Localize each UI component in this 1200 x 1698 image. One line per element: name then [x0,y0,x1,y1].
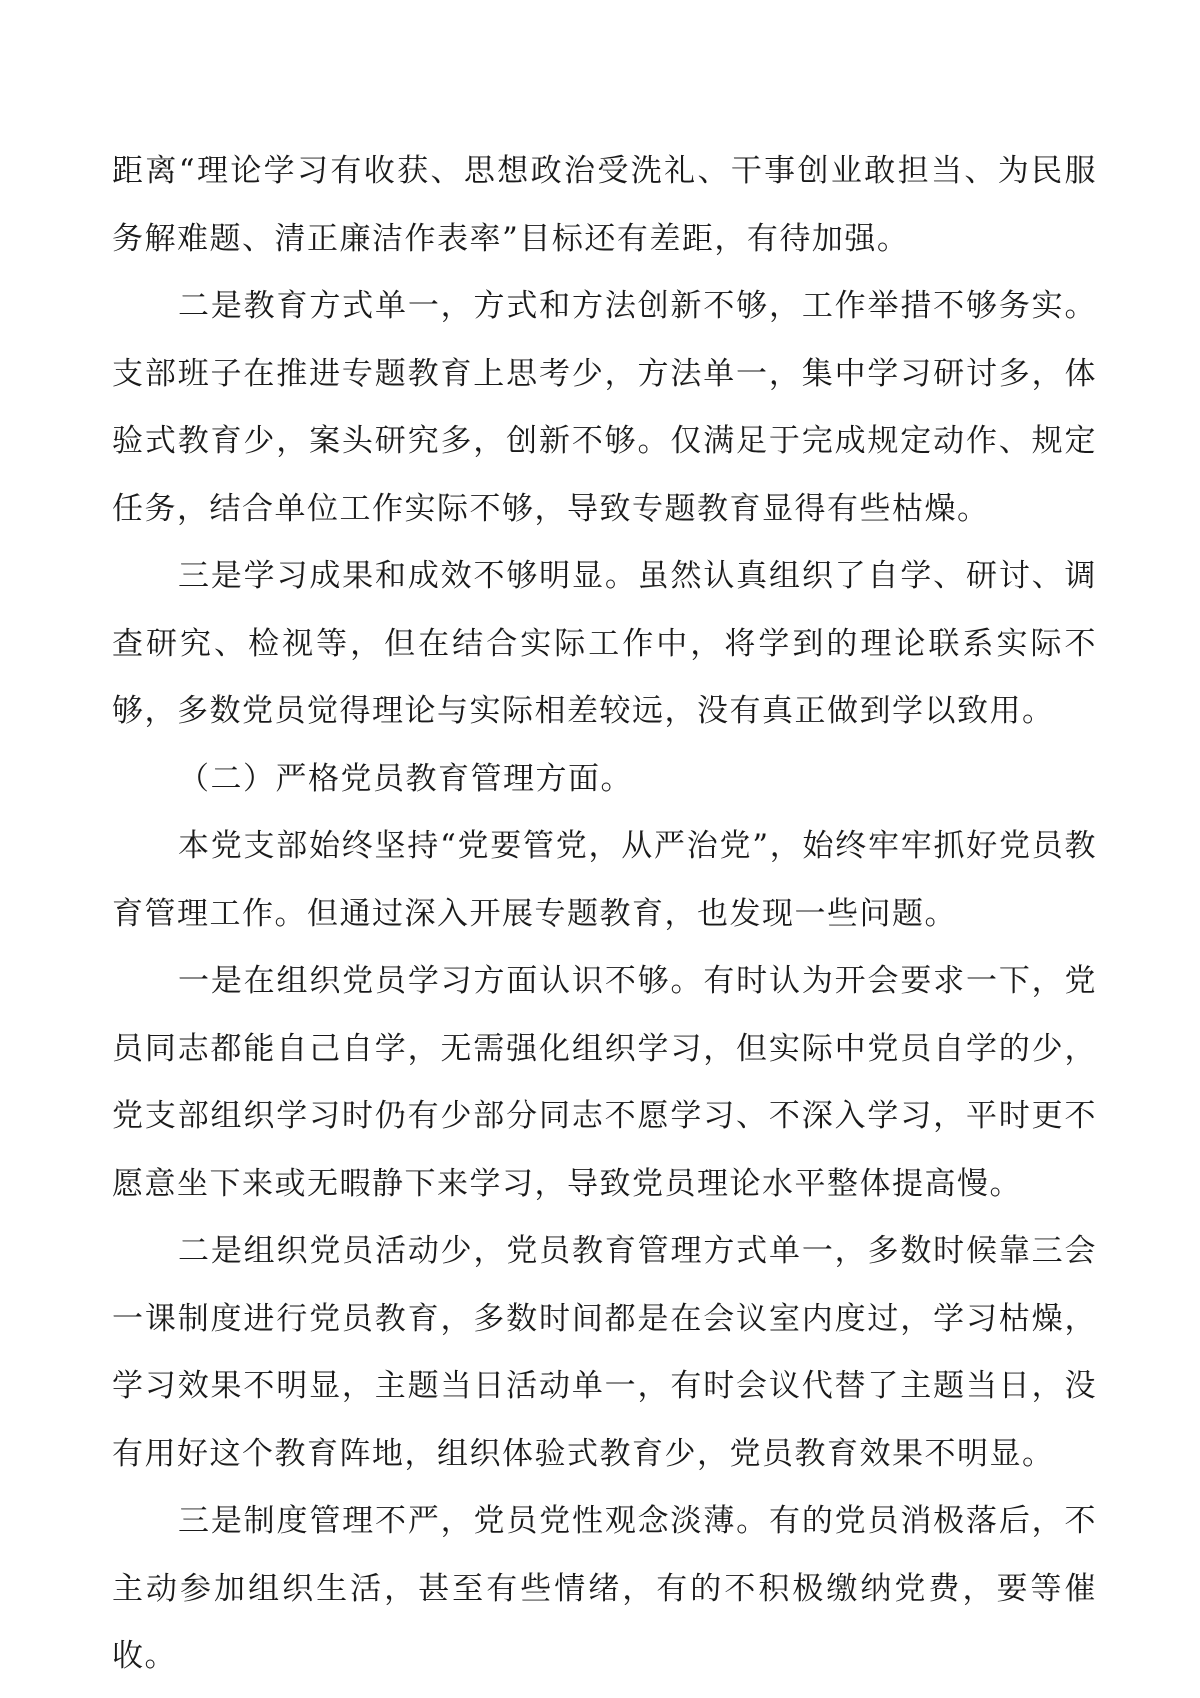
paragraph-teaching-method: 二是教育方式单一，方式和方法创新不够，工作举措不够务实。支部班子在推进专题教育上思考少，方法单一，集中学习研讨多，体验式教育少，案头研究多，创新不够。仅满足于完成规定动作、规定任务，结合单位工作实际不够，导致专题教育显得有些枯燥。 [112,288,1097,527]
paragraph-member-activities: 二是组织党员活动少，党员教育管理方式单一，多数时候靠三会一课制度进行党员教育，多数时间都是在会议室内度过，学习枯燥，学习效果不明显，主题当日活动单一，有时会议代替了主题当日，没有用好这个教育阵地，组织体验式教育少，党员教育效果不明显。 [112,1233,1097,1472]
paragraph-branch-intro: 本党支部始终坚持“党要管党，从严治党”，始终牢牢抓好党员教育管理工作。但通过深入开展专题教育，也发现一些问题。 [112,828,1097,932]
document-body [112,138,1097,1691]
paragraph-continuation: 距离“理论学习有收获、思想政治受洗礼、干事创业敢担当、为民服务解难题、清正廉洁作表率”目标还有差距，有待加强。 [112,153,1097,257]
section-heading-member-management: （二）严格党员教育管理方面。 [178,760,633,797]
paragraph-study-organization: 一是在组织党员学习方面认识不够。有时认为开会要求一下，党员同志都能自己自学，无需强化组织学习，但实际中党员自学的少，党支部组织学习时仍有少部分同志不愿学习、不深入学习，平时更不愿意坐下来或无暇静下来学习，导致党员理论水平整体提高慢。 [112,963,1097,1202]
paragraph-learning-results: 三是学习成果和成效不够明显。虽然认真组织了自学、研讨、调查研究、检视等，但在结合实际工作中，将学到的理论联系实际不够，多数党员觉得理论与实际相差较远，没有真正做到学以致用。 [112,558,1097,729]
paragraph-system-management: 三是制度管理不严，党员党性观念淡薄。有的党员消极落后，不主动参加组织生活，甚至有些情绪，有的不积极缴纳党费，要等催收。 [112,1503,1097,1674]
